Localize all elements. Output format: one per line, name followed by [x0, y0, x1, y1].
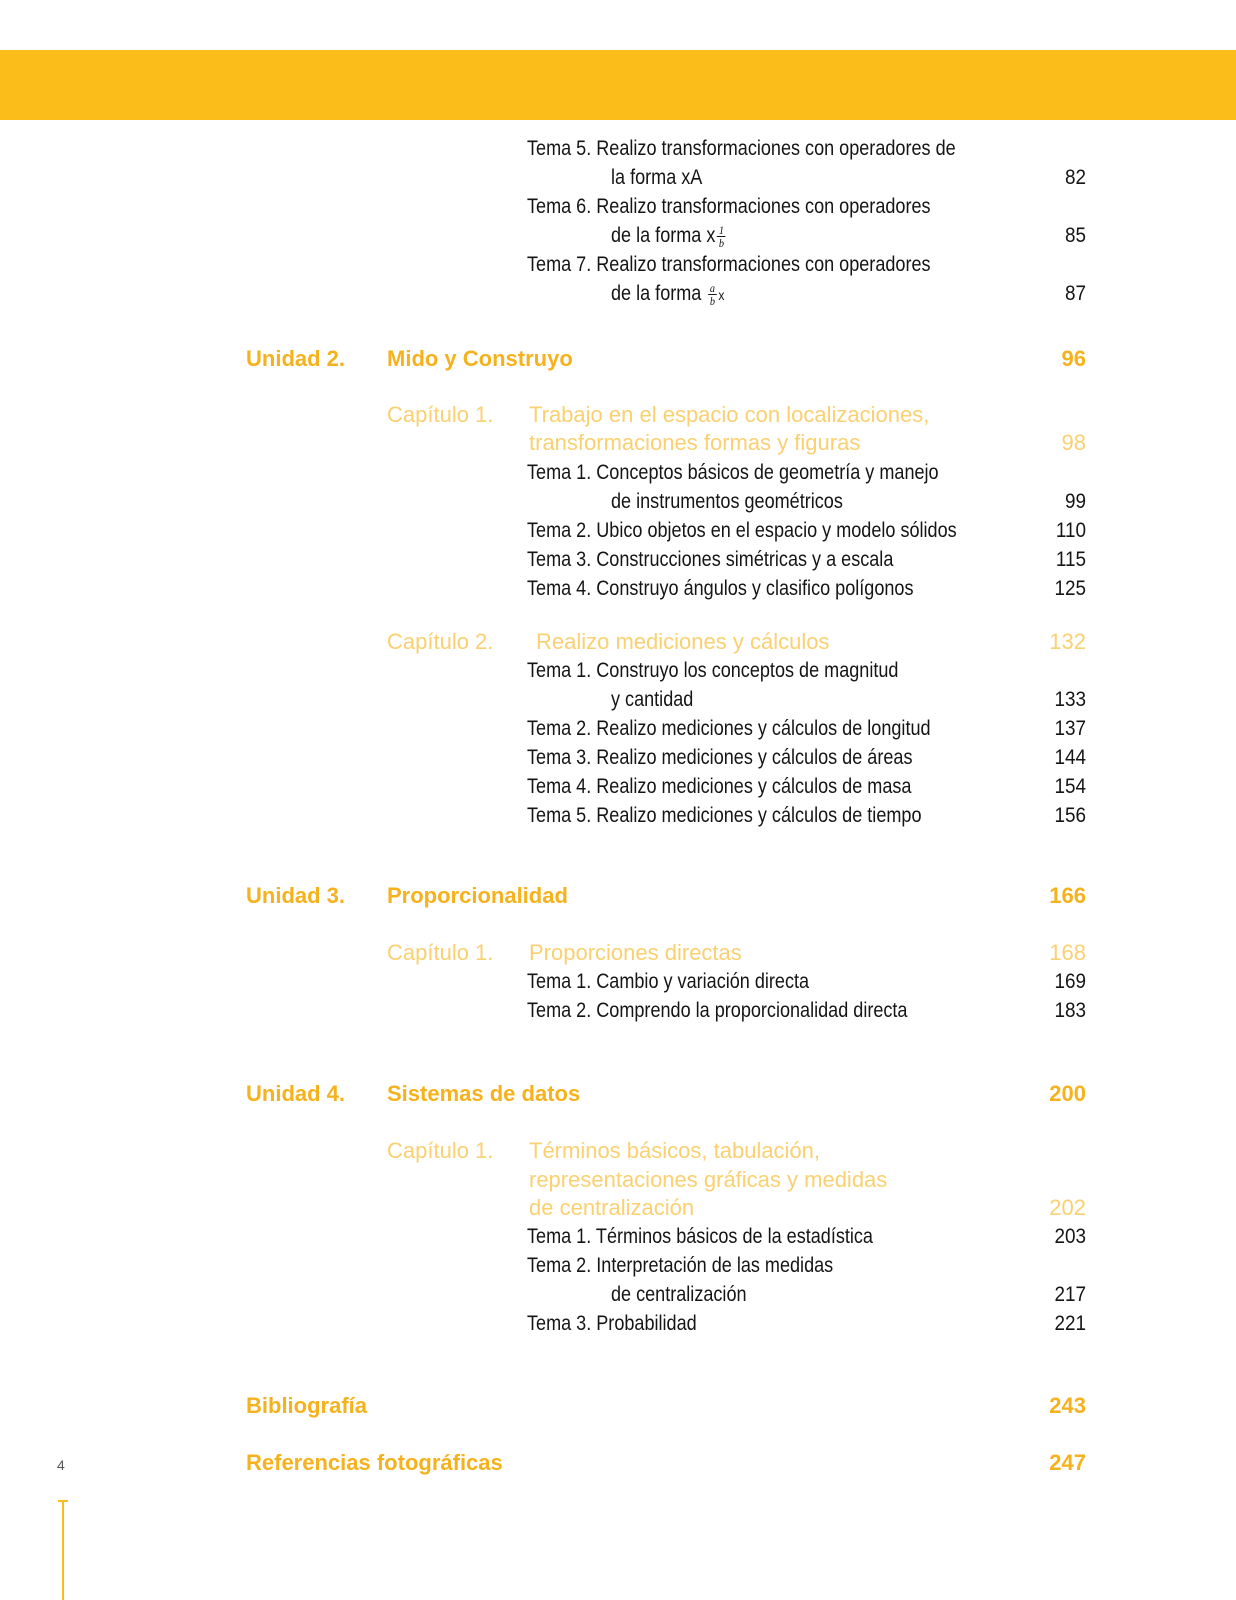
toc-u2c2-tema-4: Tema 4. Realizo mediciones y cálculos de masa [527, 775, 912, 798]
toc-u2c2-tema-1-cont: y cantidad [611, 688, 694, 711]
toc-u2-cap-1-label: Capítulo 1. [387, 402, 494, 427]
toc-u2c1-tema-2-page: 110 [1055, 519, 1086, 542]
toc-unidad-3-page: 166 [1049, 883, 1086, 908]
toc-u2c2-tema-5-page: 156 [1054, 804, 1086, 827]
toc-u2-cap-2-page: 132 [1049, 629, 1086, 654]
toc-u4c1-tema-2-cont: de centralización [611, 1283, 747, 1306]
toc-tema-5-page: 82 [1064, 166, 1086, 189]
toc-u4c1-tema-1-page: 203 [1054, 1225, 1086, 1248]
fraction-a-over-b: $\frac{a}{b}$ [709, 281, 715, 308]
toc-tema-7: Tema 7. Realizo transformaciones con operadores [527, 253, 931, 276]
toc-u4-cap-1-page: 202 [1049, 1195, 1086, 1220]
toc-u2c1-tema-3-page: 115 [1055, 548, 1086, 571]
toc-unidad-3-label: Unidad 3. [246, 883, 346, 908]
toc-u4-cap-1-title-2: representaciones gráficas y medidas [529, 1167, 888, 1192]
toc-u2-cap-2-label: Capítulo 2. [387, 629, 494, 654]
toc-tema-7-page: 87 [1064, 282, 1086, 305]
toc-u3-cap-1-title: Proporciones directas [529, 940, 742, 965]
toc-u4c1-tema-1: Tema 1. Términos básicos de la estadística [527, 1225, 873, 1248]
toc-unidad-2-page: 96 [1061, 346, 1086, 371]
toc-u3c1-tema-2: Tema 2. Comprendo la proporcionalidad directa [527, 999, 908, 1022]
toc-bibliografia: Bibliografía [246, 1393, 368, 1418]
toc-tema-7-cont-text: de la forma [611, 282, 702, 306]
toc-u2c2-tema-4-page: 154 [1054, 775, 1086, 798]
toc-u2c2-tema-1: Tema 1. Construyo los conceptos de magnitud [527, 659, 899, 682]
toc-u2c1-tema-1-page: 99 [1064, 490, 1086, 513]
toc-u2c2-tema-2: Tema 2. Realizo mediciones y cálculos de longitud [527, 717, 931, 740]
toc-tema-6-cont [611, 224, 727, 249]
toc-u3-cap-1-page: 168 [1049, 940, 1086, 965]
toc-u3c1-tema-2-page: 183 [1054, 999, 1086, 1022]
toc-u4c1-tema-3-page: 221 [1054, 1312, 1086, 1335]
toc-tema-7-var: x [718, 287, 725, 304]
toc-unidad-2-label: Unidad 2. [246, 346, 346, 371]
toc-referencias: Referencias fotográficas [246, 1450, 503, 1475]
toc-u2c2-tema-3: Tema 3. Realizo mediciones y cálculos de áreas [527, 746, 913, 769]
toc-tema-6-cont-text: de la forma x [611, 224, 716, 248]
header-band [0, 50, 1236, 120]
toc-unidad-2-title: Mido y Construyo [387, 346, 573, 371]
toc-u4c1-tema-2-page: 217 [1054, 1283, 1086, 1306]
toc-u2c1-tema-4: Tema 4. Construyo ángulos y clasifico polígonos [527, 577, 914, 600]
toc-u2c1-tema-2: Tema 2. Ubico objetos en el espacio y modelo sólidos [527, 519, 957, 542]
fraction-1-over-b: $\frac{1}{b}$ [718, 223, 724, 250]
toc-u4c1-tema-2: Tema 2. Interpretación de las medidas [527, 1254, 834, 1277]
toc-u2-cap-1-title-1: Trabajo en el espacio con localizaciones, [529, 402, 930, 427]
toc-unidad-4-page: 200 [1049, 1081, 1086, 1106]
toc-tema-6: Tema 6. Realizo transformaciones con operadores [527, 195, 931, 218]
toc-u2-cap-2-title: Realizo mediciones y cálculos [536, 629, 830, 654]
toc-u4-cap-1-title-3: de centralización [529, 1195, 695, 1220]
toc-unidad-4-title: Sistemas de datos [387, 1081, 581, 1106]
toc-u2c1-tema-4-page: 125 [1054, 577, 1086, 600]
toc-u3c1-tema-1-page: 169 [1054, 970, 1086, 993]
toc-u2-cap-1-title-2: transformaciones formas y figuras [529, 430, 861, 455]
toc-u2c2-tema-3-page: 144 [1054, 746, 1086, 769]
toc-unidad-4-label: Unidad 4. [246, 1081, 346, 1106]
toc-u3-cap-1-label: Capítulo 1. [387, 940, 494, 965]
toc-u2c1-tema-1: Tema 1. Conceptos básicos de geometría y manejo [527, 461, 939, 484]
toc-u2c1-tema-1-cont: de instrumentos geométricos [611, 490, 843, 513]
toc-u3c1-tema-1: Tema 1. Cambio y variación directa [527, 970, 810, 993]
toc-u2c1-tema-3: Tema 3. Construcciones simétricas y a escala [527, 548, 894, 571]
toc-u4-cap-1-title-1: Términos básicos, tabulación, [529, 1138, 821, 1163]
toc-u2-cap-1-page: 98 [1061, 430, 1086, 455]
toc-u2c2-tema-2-page: 137 [1054, 717, 1086, 740]
toc-bibliografia-page: 243 [1049, 1393, 1086, 1418]
page-number: 4 [57, 1457, 65, 1473]
toc-u2c2-tema-1-page: 133 [1054, 688, 1086, 711]
toc-tema-7-cont [611, 282, 724, 307]
toc-tema-6-page: 85 [1064, 224, 1086, 247]
margin-rule [62, 1500, 64, 1600]
toc-u2c2-tema-5: Tema 5. Realizo mediciones y cálculos de tiempo [527, 804, 922, 827]
toc-tema-5: Tema 5. Realizo transformaciones con operadores de [527, 137, 956, 160]
toc-referencias-page: 247 [1049, 1450, 1086, 1475]
toc-tema-5-cont: la forma xA [611, 166, 703, 189]
toc-unidad-3-title: Proporcionalidad [387, 883, 568, 908]
toc-u4-cap-1-label: Capítulo 1. [387, 1138, 494, 1163]
toc-u4c1-tema-3: Tema 3. Probabilidad [527, 1312, 697, 1335]
